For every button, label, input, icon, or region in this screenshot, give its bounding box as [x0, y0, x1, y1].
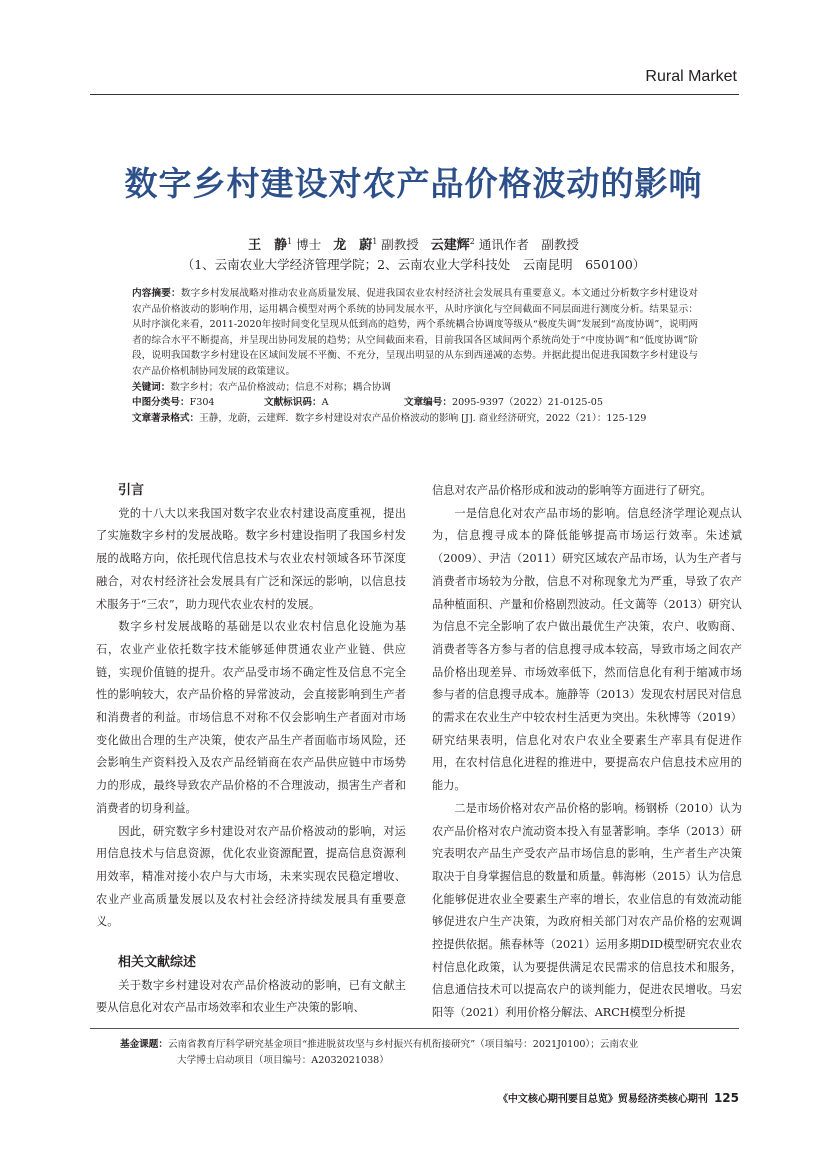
article-no-label: 文章编号：: [404, 397, 452, 409]
author-line: [0, 233, 827, 255]
footnote-rule: [90, 1028, 739, 1029]
doc-cell: [264, 395, 404, 411]
page-number: 125: [713, 1091, 739, 1105]
funding-footnote: [120, 1037, 720, 1069]
affiliation: （1、云南农业大学经济管理学院；2、云南农业大学科技处 云南昆明 650100）: [181, 257, 646, 272]
keywords-text: 数字乡村；农产品价格波动；信息不对称；耦合协调: [170, 381, 392, 393]
author-role: 副教授: [381, 237, 419, 253]
section-label: Rural Market: [645, 68, 737, 85]
keywords: [132, 380, 698, 396]
article-title: 数字乡村建设对农产品价格波动的影响: [124, 164, 703, 203]
author-name: 王 静: [248, 238, 288, 254]
abstract-paragraph: [132, 286, 698, 380]
right-column: [432, 480, 742, 1025]
author-sup: 2: [469, 237, 475, 246]
footnote-line: [120, 1037, 720, 1053]
body-paragraph: 二是市场价格对农产品价格的影响。杨钢桥（2010）认为农产品价格对农户流动资本投入有显著影响。李华（2013）研究表明农产品生产受农产品市场信息的影响，生产者生产决策取决于自身掌握信息的数量和质量。韩海彬（2015）认为信息化能够促进农业全要素生产率的增长，农业信息的有效流动能够促进农户生产决策，为政府相关部门对农产品价格的宏观调控提供依据。熊春林等（2021）运用多期DID模型研究农业农村信息化政策，认为要提供满足农民需求的信息技术和服务，信息通信技术可以提高农户的谈判能力，促进农民增收。马宏阳等（2021）利用价格分解法、ARCH模型分析提: [432, 801, 742, 1020]
body-paragraph: 党的十八大以来我国对数字农业农村建设高度重视，提出了实施数字乡村的发展战略。数字乡村建设指明了我国乡村发展的战略方向，依托现代信息技术与农业农村领域各环节深度融合，对农村经济社会发展具有广泛和深远的影响，以信息技术服务于“三农”，助力现代农业农村的发展。: [96, 506, 406, 611]
doc-code-label: 文献标识码：: [264, 397, 322, 409]
author-name: 云建辉: [430, 238, 470, 254]
doc-code-value: A: [321, 397, 329, 409]
page-footer: [498, 1090, 739, 1105]
clc-cell: [132, 395, 264, 411]
abstract-block: [132, 286, 698, 426]
footnote-line: 大学博士启动项目（项目编号：A2032021038）: [177, 1055, 389, 1066]
keywords-label: 关键词：: [132, 381, 171, 393]
section-gap: [96, 934, 406, 952]
clc-value: F304: [189, 397, 215, 409]
classification-row: [132, 395, 698, 411]
footnote-text: 云南省教育厅科学研究基金项目“推进脱贫攻坚与乡村振兴有机衔接研究”（项目编号：2021J0100）；云南农业: [167, 1039, 639, 1050]
left-column: [96, 480, 406, 1020]
author-role: 通讯作者 副教授: [478, 237, 579, 253]
body-paragraph: 因此，研究数字乡村建设对农产品价格波动的影响，对运用信息技术与信息资源，优化农业资源配置，提高信息资源利用效率，精准对接小农户与大市场，未来实现农民稳定增收、农业产业高质量发展以及农村社会经济持续发展具有重要意义。: [96, 824, 406, 929]
citation-text: 王静，龙蔚，云建辉．数字乡村建设对农产品价格波动的影响 [J]. 商业经济研究，2022（21）：125-129: [199, 412, 647, 424]
journal-name: 《中文核心期刊要目总览》贸易经济类核心期刊: [497, 1094, 708, 1105]
body-paragraph: 数字乡村发展战略的基础是以农业农村信息化设施为基石，农业产业依托数字技术能够延伸贯通农业产业链、供应链，实现价值链的提升。农产品受市场不确定性及信息不完全性的影响较大，农产品价格的异常波动，会直接影响到生产者和消费者的利益。市场信息不对称不仅会影响生产者面对市场变化做出合理的生产决策，使农产品生产者面临市场风险，还会影响生产资料投入及农产品经销商在农产品供应链中市场势力的形成，最终导致农产品价格的不合理波动，损害生产者和消费者的切身利益。: [96, 620, 406, 815]
footnote-label: 基金课题：: [120, 1039, 168, 1050]
intro-heading: 引言: [118, 483, 145, 498]
body-paragraph: 信息对农产品价格形成和波动的影响等方面进行了研究。: [432, 484, 712, 497]
abstract-text: 数字乡村发展战略对推动农业高质量发展、促进我国农业农村经济社会发展具有重要意义。本文通过分析数字乡村建设对农产品价格波动的影响作用，运用耦合模型对两个系统的协同发展水平，从时序演化与空间截面不同层面进行测度分析。结果显示：从时序演化来看，2011-2020年按时间变化呈现从低到高的趋势，两个系统耦合协调度等级从“极度失调”发展到“高度协调”，说明两者的综合水平不断提高，并呈现出协同发展的趋势；从空间截面来看，目前我国各区域间两个系统尚处于“中度协调”和“低度协调”阶段，说明我国数字乡村建设在区域间发展不平衡、不充分，呈现出明显的从东到西递减的态势。并据此提出促进我国数字乡村建设与农产品价格机制协同发展的政策建议。: [132, 288, 699, 377]
citation: [132, 411, 698, 427]
citation-label: 文章著录格式：: [132, 412, 200, 424]
review-heading: 相关文献综述: [118, 955, 197, 971]
header-rule: [90, 94, 739, 95]
body-paragraph: 一是信息化对农产品市场的影响。信息经济学理论观点认为，信息搜寻成本的降低能够提高市场运行效率。朱述斌（2009）、尹洁（2011）研究区域农产品市场，认为生产者与消费者市场较为分散，信息不对称现象尤为严重，导致了农产品种植面积、产量和价格剧烈波动。任文蔼等（2013）研究认为信息不完全影响了农户做出最优生产决策，农户、收购商、消费者等各方参与者的信息搜寻成本较高，导致市场之间农产品价格出现差异、市场效率低下，然而信息化有利于缩减市场参与者的信息搜寻成本。施静等（2013）发现农村居民对信息的需求在农业生产中较农村生活更为突出。朱秋博等（2019）研究结果表明，信息化对农户农业全要素生产率具有促进作用，在农村信息化进程的推进中，要提高农户信息技术应用的能力。: [432, 506, 742, 793]
article-no-value: 2095-9397（2022）21-0125-05: [451, 397, 603, 409]
author-role: 博士: [296, 237, 322, 253]
author-name: 龙 蔚: [333, 238, 373, 254]
body-paragraph: 关于数字乡村建设对农产品价格波动的影响，已有文献主要从信息化对农产品市场效率和农业生产决策的影响、: [96, 978, 406, 1015]
article-cell: [404, 395, 603, 411]
clc-label: 中图分类号：: [132, 397, 190, 409]
author-sup: 1: [372, 237, 378, 246]
abstract-label: 内容摘要：: [132, 288, 181, 299]
author-sup: 1: [287, 237, 293, 246]
